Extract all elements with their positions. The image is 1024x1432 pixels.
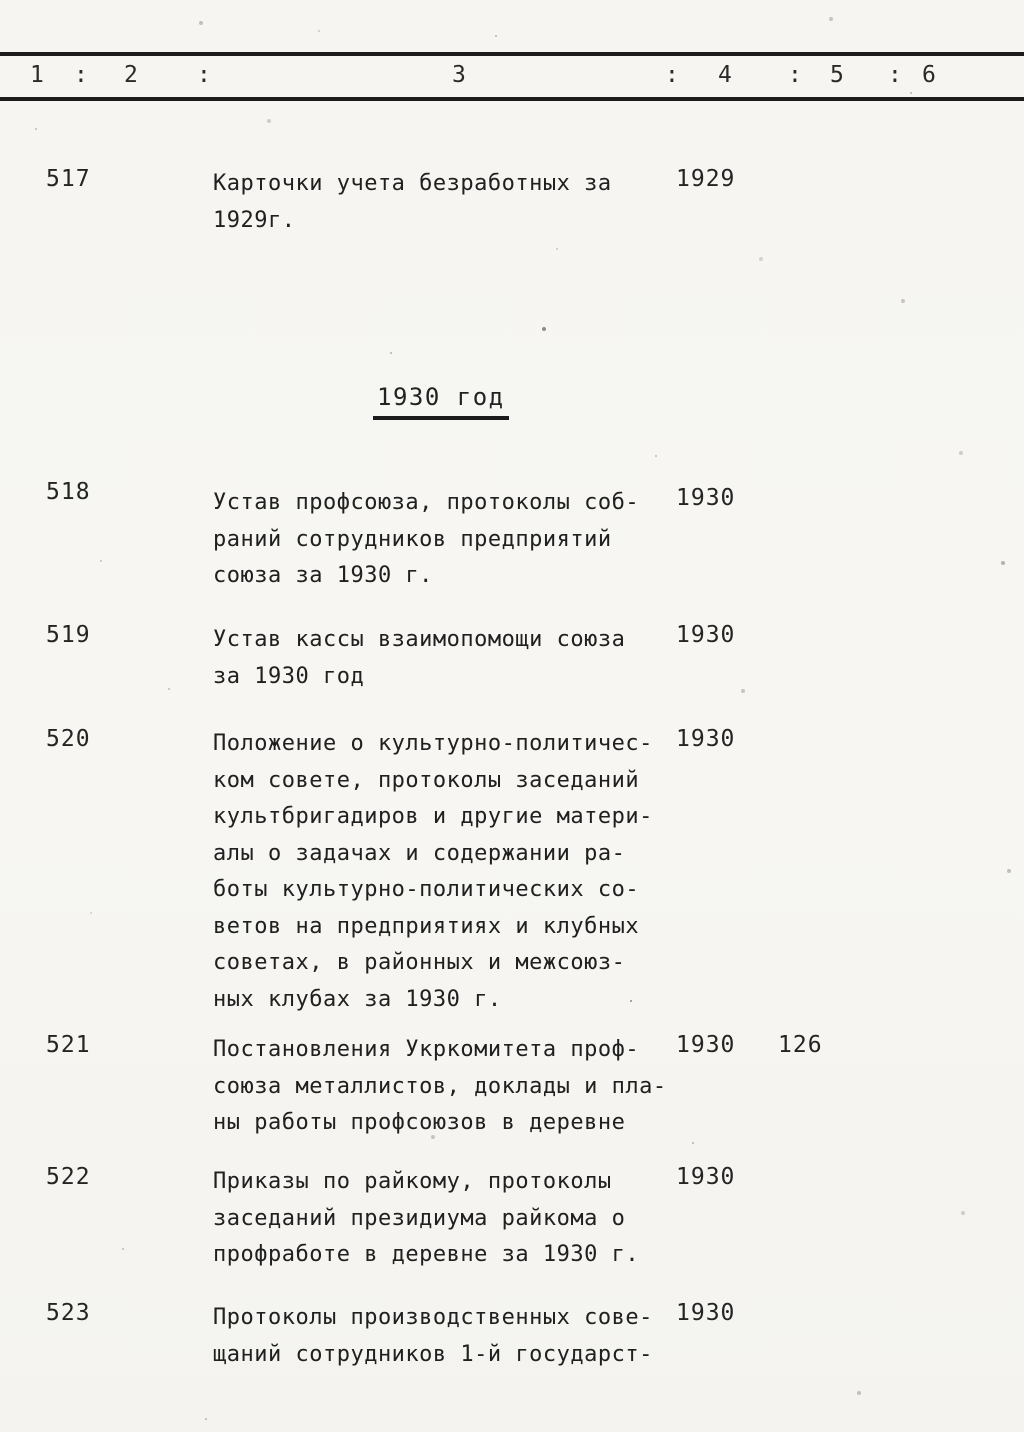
- column-header-4: 4: [718, 62, 733, 88]
- column-separator: :: [888, 62, 903, 88]
- entry-description-line: ных клубах за 1930 г.: [213, 986, 502, 1012]
- entry-description-line: щаний сотрудников 1-й государст-: [213, 1341, 653, 1367]
- column-header-1: 1: [30, 62, 45, 88]
- entry-year: 1929: [676, 166, 736, 192]
- entry-number: 520: [46, 726, 91, 752]
- entry-number: 517: [46, 166, 91, 192]
- column-header-6: 6: [922, 62, 937, 88]
- column-separator: :: [74, 62, 89, 88]
- entry-description-line: ны работы профсоюзов в деревне: [213, 1110, 626, 1135]
- entry-year: 1930: [676, 726, 736, 752]
- entry-description-line: ветов на предприятиях и клубных: [213, 913, 640, 939]
- entry-description: [213, 1032, 678, 1142]
- entry-description-line: профработе в деревне за 1930 г.: [213, 1242, 640, 1267]
- entry-description-line: союза металлистов, доклады и пла-: [213, 1073, 667, 1099]
- column-header-3: 3: [452, 62, 467, 88]
- entry-description-line: раний сотрудников предприятий: [213, 526, 612, 552]
- entry-description-line: Протоколы производственных сове-: [213, 1305, 653, 1330]
- entry-description-line: Положение о культурно-политичес-: [213, 731, 653, 756]
- entry-number: 521: [46, 1032, 91, 1058]
- column-separator: :: [197, 62, 212, 88]
- entry-year: 1930: [676, 622, 736, 648]
- column-header-5: 5: [830, 62, 845, 88]
- entry-number: 519: [46, 622, 91, 648]
- entry-description-line: Постановления Укркомитета проф-: [213, 1037, 640, 1062]
- entry-description-line: Устав профсоюза, протоколы соб-: [213, 490, 640, 515]
- entry-year: 1930: [676, 1300, 736, 1326]
- year-section-heading: 1930 год: [373, 383, 509, 420]
- entry-year: 1930: [676, 485, 736, 511]
- column-header-2: 2: [124, 62, 139, 88]
- entry-number: 523: [46, 1300, 91, 1326]
- entry-pages: 126: [778, 1032, 823, 1058]
- entry-description-line: 1929г.: [213, 207, 296, 233]
- entry-description: [213, 1300, 678, 1373]
- entry-description-line: советах, в районных и межсоюз-: [213, 950, 626, 975]
- entry-description-line: союза за 1930 г.: [213, 563, 433, 588]
- entry-description-line: Приказы по райкому, протоколы: [213, 1169, 612, 1194]
- entry-description-line: Карточки учета безработных за: [213, 171, 612, 196]
- table-header-bottom-rule: [0, 97, 1024, 101]
- entry-year: 1930: [676, 1164, 736, 1190]
- entry-description: [213, 622, 678, 695]
- entry-description-line: алы о задачах и содержании ра-: [213, 840, 626, 866]
- entry-year: 1930: [676, 1032, 736, 1058]
- column-separator: :: [665, 62, 680, 88]
- entry-description: [213, 726, 678, 1018]
- entry-description-line: боты культурно-политических со-: [213, 877, 640, 902]
- scan-noise-speckles: [0, 0, 2, 2]
- entry-description: [213, 1164, 678, 1274]
- entry-description-line: заседаний президиума райкома о: [213, 1205, 626, 1231]
- entry-description: [213, 166, 678, 239]
- entry-number: 522: [46, 1164, 91, 1190]
- table-header-top-rule: [0, 52, 1024, 56]
- entry-description-line: культбригадиров и другие матери-: [213, 804, 653, 829]
- entry-description-line: Устав кассы взаимопомощи союза: [213, 627, 626, 652]
- entry-description-line: ком совете, протоколы заседаний: [213, 767, 640, 793]
- column-separator: :: [788, 62, 803, 88]
- entry-description: [213, 485, 678, 595]
- entry-number: 518: [46, 479, 91, 505]
- entry-description-line: за 1930 год: [213, 663, 365, 689]
